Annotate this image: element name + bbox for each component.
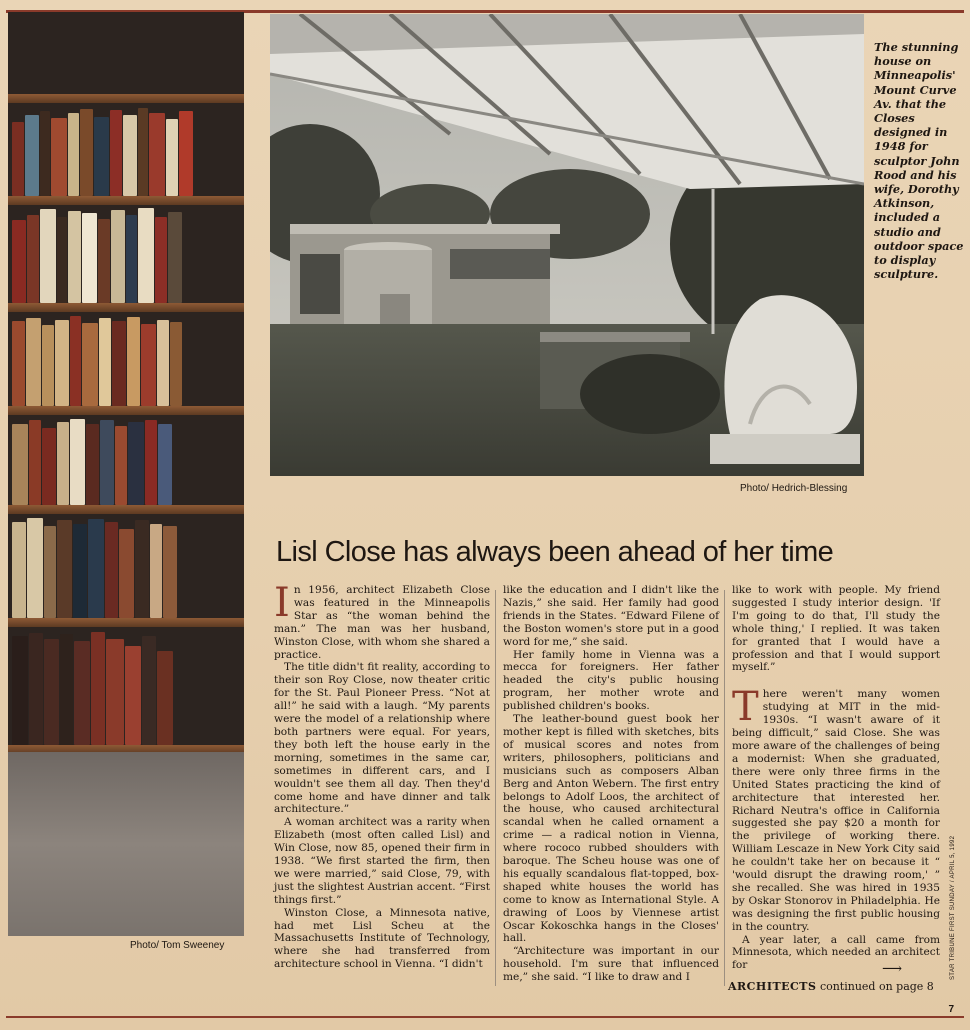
article-column-3 bbox=[732, 584, 940, 972]
article-column-1 bbox=[274, 580, 490, 971]
book-row bbox=[8, 104, 244, 196]
shelf-board bbox=[8, 406, 244, 415]
house-photo-illustration bbox=[270, 14, 864, 476]
arrow-right-icon: ⟶ bbox=[882, 961, 903, 977]
paragraph: like the education and I didn't like the Nazis,” she said. Her family had good friends in the States. “Edward Filene of the Boston women's store put in a good word for me,” she said. bbox=[503, 584, 719, 648]
paragraph: Her family home in Vienna was a mecca for foreigners. Her father headed the city's public housing program, her mother wrote and published children's books. bbox=[503, 648, 719, 713]
column-rule bbox=[724, 590, 725, 986]
bottom-rule bbox=[6, 1016, 964, 1018]
paragraph: A woman architect was a rarity when Elizabeth (most often called Lisl) and Win Close, now 85, opened their firm in 1938. “We first started the firm, then we were married,” said Close, 79, with just the slightest Austrian accent. “First things first.” bbox=[274, 816, 490, 906]
shelf-board bbox=[8, 94, 244, 103]
book-row bbox=[8, 627, 244, 745]
book-row bbox=[8, 514, 244, 618]
drop-cap: I bbox=[274, 580, 290, 626]
book-row bbox=[8, 312, 244, 406]
paragraph: like to work with people. My friend suggested I study interior design. 'If I'm going to do that, I'll study the whole thing,' I replied. It was taken for granted that I would have a profession and that I would support myself.” bbox=[732, 584, 940, 674]
page-number: 7 bbox=[948, 1004, 954, 1015]
photo-caption: The stunning house on Minneapolis' Mount Curve Av. that the Closes designed in 1948 for sculptor John Rood and his wife, Dorothy Atkinson, included a studio and outdoor space to display sculpture. bbox=[874, 40, 964, 282]
shelf-board bbox=[8, 618, 244, 627]
paragraph: There weren't many women studying at MIT in the mid-1930s. “I wasn't aware of it being difficult,” said Close. She was more aware of the challenges of being a modernist: When she graduated, there were only three firms in the United States practicing the kind of architecture that interested her. Richard Neutra's office in California suggested she pay $20 a month for the privilege of working there. William Lescaze in New York City said he couldn't take her on because it “ 'would disrupt the drawing room,' ” she recalled. She was hired in 1935 by Oskar Stonorov in Philadelphia. He was designing the first public housing in the country. bbox=[732, 684, 940, 933]
column-rule bbox=[495, 590, 496, 986]
shelf-board bbox=[8, 196, 244, 205]
paragraph: A year later, a call came from Minnesota, which needed an architect for bbox=[732, 933, 940, 972]
shelf-board bbox=[8, 303, 244, 312]
photo-credit-shelf: Photo/ Tom Sweeney bbox=[130, 940, 225, 951]
jump-line[interactable] bbox=[728, 980, 938, 993]
house-photo bbox=[270, 14, 864, 476]
headline: Lisl Close has always been ahead of her time bbox=[276, 536, 834, 568]
book-row bbox=[8, 205, 244, 303]
paragraph: “Architecture was important in our household. I'm sure that influenced me,” she said. “I like to draw and I bbox=[503, 945, 719, 984]
book-row bbox=[8, 415, 244, 505]
paragraph: The leather-bound guest book her mother kept is filled with sketches, bits of musical scores and notes from writers, philosophers, politicians and musicians such as composers Alban Berg and Anton Webern. The first entry belongs to Adolf Loos, the architect of the house, who caused architectural scandal when he called ornament a crime — a radical notion in Vienna, where rococo rubbed shoulders with baroque. The Scheu house was one of his equally scandalous flat-topped, box-shaped white houses the world has come to know as International Style. A drawing of Loos by Viennese artist Oscar Kokoschka hangs in the Closes' hall. bbox=[503, 713, 719, 945]
article-column-2 bbox=[503, 584, 719, 984]
carpet bbox=[8, 752, 244, 936]
jump-label: ARCHITECTS bbox=[728, 980, 817, 993]
dateline: STAR TRIBUNE FIRST SUNDAY / APRIL 5, 1992 bbox=[950, 835, 956, 980]
paragraph: In 1956, architect Elizabeth Close was featured in the Minneapolis Star as “the woman behind the man.” The man was her husband, Winston Close, with whom she shared a practice. bbox=[274, 580, 490, 661]
paragraph: The title didn't fit reality, according to their son Roy Close, now theater critic for the St. Paul Pioneer Press. “Not at all!” he said with a laugh. “My parents were the model of a relationship where both partners were equal. For years, they both left the house early in the morning, sometimes in the same car, sometimes in different cars, and I wouldn't see them all day. Then they'd come home and have dinner and talk architecture.” bbox=[274, 661, 490, 816]
bookshelf-photo bbox=[8, 12, 244, 936]
paragraph: Winston Close, a Minnesota native, had met Lisl Scheu at the Massachusetts Institute of Technology, where she had transferred from architecture school in Vienna. “I didn't bbox=[274, 906, 490, 971]
jump-text: continued on page 8 bbox=[819, 980, 934, 993]
shelf-board bbox=[8, 505, 244, 514]
photo-credit-house: Photo/ Hedrich-Blessing bbox=[740, 483, 848, 494]
drop-cap: T bbox=[732, 684, 759, 731]
